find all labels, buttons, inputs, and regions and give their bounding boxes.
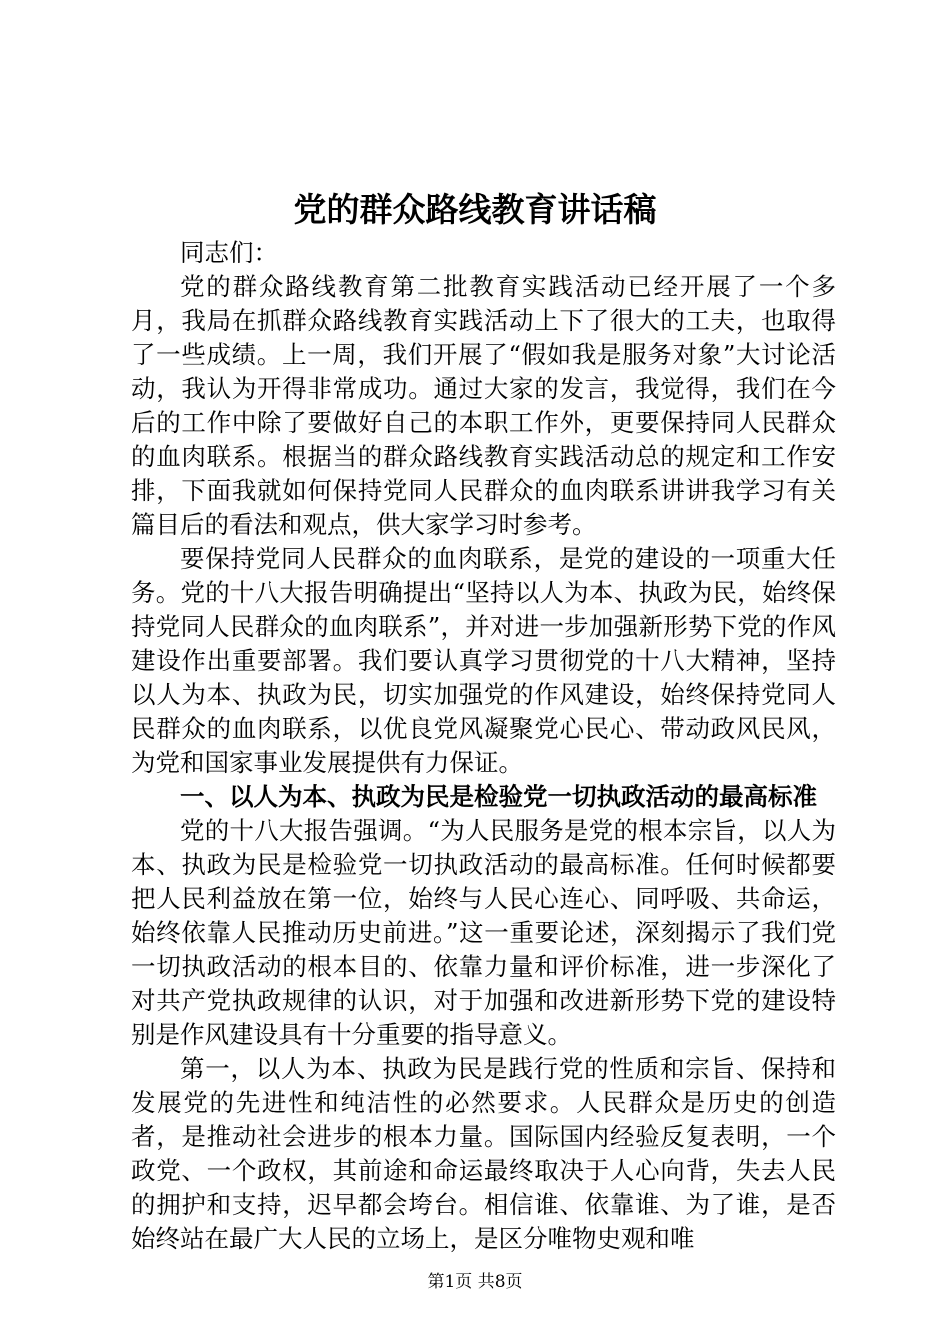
page-footer: 第1页 共8页	[427, 1272, 523, 1292]
salutation-paragraph: 同志们：	[180, 238, 278, 267]
page-title: 党的群众路线教育讲话稿	[293, 190, 657, 229]
body-paragraph: 要保持党同人民群众的血肉联系，是党的建设的一项重大任务。党的十八大报告明确提出“坚持以人为本、执政为民，始终保持党同人民群众的血肉联系”，并对进一步加强新形势下党的作风建设作出重要部署。我们要认真学习贯彻党的十八大精神，坚持以人为本、执政为民，切实加强党的作风建设，始终保持党同人民群众的血肉联系，以优良党风凝聚党心民心、带动政风民风，为党和国家事业发展提供有力保证。	[131, 544, 836, 777]
body-paragraph: 党的群众路线教育第二批教育实践活动已经开展了一个多月，我局在抓群众路线教育实践活动上下了很大的工夫，也取得了一些成绩。上一周，我们开展了“假如我是服务对象”大讨论活动，我认为开得非常成功。通过大家的发言，我觉得，我们在今后的工作中除了要做好自己的本职工作外，更要保持同人民群众的血肉联系。根据当的群众路线教育实践活动总的规定和工作安排，下面我就如何保持党同人民群众的血肉联系讲讲我学习有关篇目后的看法和观点，供大家学习时参考。	[131, 272, 836, 539]
document-body	[131, 236, 836, 1256]
body-paragraph: 党的十八大报告强调。“为人民服务是党的根本宗旨，以人为本、执政为民是检验党一切执政活动的最高标准。任何时候都要把人民利益放在第一位，始终与人民心连心、同呼吸、共命运，始终依靠人民推动历史前进。”这一重要论述，深刻揭示了我们党一切执政活动的根本目的、依靠力量和评价标准，进一步深化了对共产党执政规律的认识，对于加强和改进新形势下党的建设特别是作风建设具有十分重要的指导意义。	[131, 816, 836, 1049]
section-heading: 一、以人为本、执政为民是检验党一切执政活动的最高标准	[180, 782, 817, 811]
body-paragraph: 第一，以人为本、执政为民是践行党的性质和宗旨、保持和发展党的先进性和纯洁性的必然要求。人民群众是历史的创造者，是推动社会进步的根本力量。国际国内经验反复表明，一个政党、一个政权，其前途和命运最终取决于人心向背，失去人民的拥护和支持，迟早都会垮台。相信谁、依靠谁、为了谁，是否始终站在最广大人民的立场上，是区分唯物史观和唯	[131, 1054, 836, 1253]
